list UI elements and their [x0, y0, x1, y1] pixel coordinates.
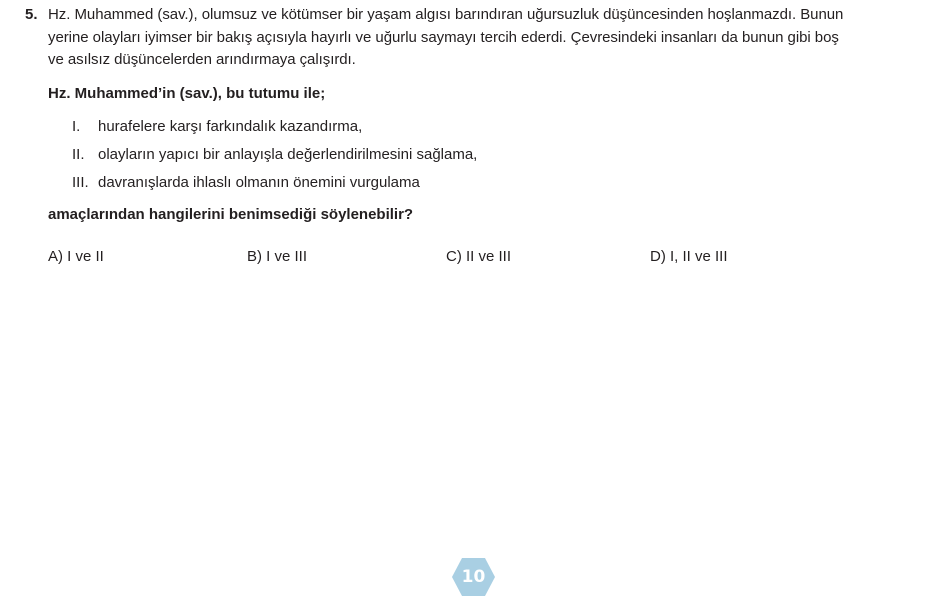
stem-line: yerine olayları iyimser bir bakış açısıyla hayırlı ve uğurlu saymayı tercih ederdi. Çevresindeki insanları da bunun gibi boş [48, 28, 839, 46]
statement-text: davranışlarda ihlaslı olmanın önemini vurgulama [98, 174, 420, 191]
question-prompt: Hz. Muhammed’in (sav.), bu tutumu ile; [48, 85, 326, 102]
statement-numeral: II. [72, 146, 85, 163]
stem-line: Hz. Muhammed (sav.), olumsuz ve kötümser bir yaşam algısı barındıran uğursuzluk düşüncesinden hoşlanmazdı. Bunun [48, 6, 844, 23]
answer-options [48, 246, 928, 270]
statement-numeral: I. [72, 118, 81, 135]
page-number-badge [451, 557, 496, 597]
statement-text: olayların yapıcı bir anlayışla değerlendirilmesini sağlama, [98, 146, 478, 163]
option-a[interactable]: A) I ve II [48, 248, 104, 265]
question-number: 5. [25, 6, 38, 23]
question-closing: amaçlarından hangilerini benimsediği söylenebilir? [48, 206, 414, 223]
statement-text: hurafelere karşı farkındalık kazandırma, [98, 118, 363, 135]
statement-numeral: III. [72, 174, 89, 191]
stem-line: ve asılsız düşüncelerden arındırmaya çalışırdı. [48, 51, 356, 68]
option-d[interactable]: D) I, II ve III [650, 248, 728, 265]
option-c[interactable]: C) II ve III [446, 248, 512, 265]
option-b[interactable]: B) I ve III [247, 248, 308, 265]
page-number: 10 [461, 567, 486, 587]
question-stem [48, 4, 943, 72]
